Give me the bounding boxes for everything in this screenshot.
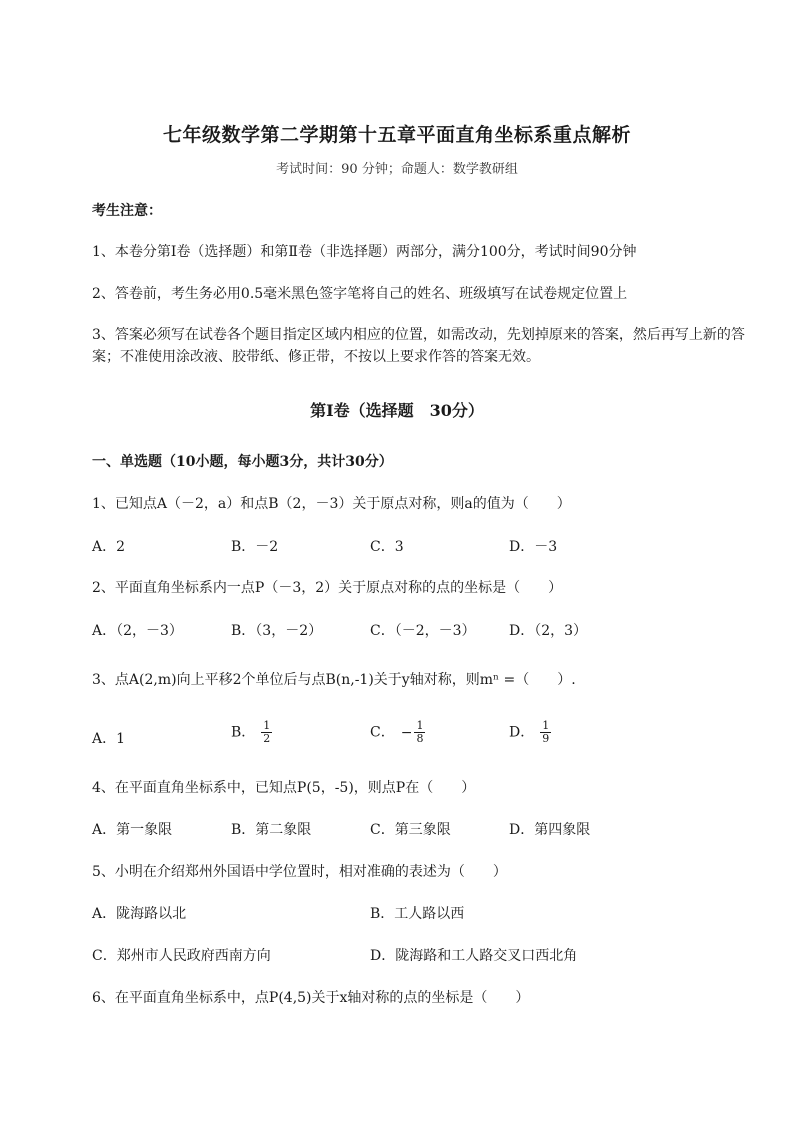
notice-item-3: 3、答案必须写在试卷各个题目指定区域内相应的位置，如需改动，先划掉原来的答案，然后再写上新的答案；不准使用涂改液、胶带纸、修正带，不按以上要求作答的答案无效。 (92, 327, 745, 365)
question-3-option-c[interactable] (370, 720, 425, 745)
question-1-option-b[interactable]: B．－2 (231, 539, 279, 555)
question-3-option-d[interactable] (509, 720, 551, 745)
question-3-option-b-label: B． (231, 724, 256, 741)
section-heading: 一、单选题（10小题，每小题3分，共计30分） (92, 454, 393, 470)
question-5-option-d[interactable]: D．陇海路和工人路交叉口西北角 (370, 948, 578, 964)
fraction-numerator: 1 (263, 719, 271, 732)
question-1-option-d[interactable]: D．－3 (509, 539, 558, 555)
question-1-option-c[interactable]: C．3 (370, 539, 404, 555)
notice-item-2: 2、答卷前，考生务必用0.5毫米黑色签字笔将自己的姓名、班级填写在试卷规定位置上 (92, 286, 628, 302)
fraction-denominator: 2 (263, 732, 271, 745)
question-5-option-b[interactable]: B．工人路以西 (370, 906, 465, 922)
question-3-stem: 3、点A(2,m)向上平移2个单位后与点B(n,-1)关于y轴对称，则mⁿ =（ ）. (92, 672, 576, 688)
question-5-option-a[interactable]: A．陇海路以北 (92, 906, 187, 922)
question-3-option-d-fraction (540, 720, 551, 745)
question-5-option-c[interactable]: C．郑州市人民政府西南方向 (92, 948, 271, 964)
question-2-option-a[interactable]: A．（2，－3） (92, 623, 183, 639)
document-title: 七年级数学第二学期第十五章平面直角坐标系重点解析 (162, 124, 631, 146)
fraction-denominator: 9 (542, 732, 550, 745)
question-3-option-c-fraction (414, 720, 425, 745)
notice-heading: 考生注意： (92, 203, 162, 219)
question-2-option-d[interactable]: D．（2，3） (509, 623, 588, 639)
question-4-option-c[interactable]: C．第三象限 (370, 822, 451, 838)
question-3-option-c-label: C． (370, 724, 395, 741)
question-3-option-a-label: A．1 (92, 731, 126, 747)
question-2-option-b[interactable]: B．（3，－2） (231, 623, 323, 639)
question-3-option-b-fraction (261, 720, 272, 745)
question-1-stem: 1、已知点A（－2，a）和点B（2，－3）关于原点对称，则a的值为（ ） (92, 496, 571, 512)
question-2-option-c[interactable]: C．（－2，－3） (370, 623, 476, 639)
fraction-numerator: 1 (542, 719, 550, 732)
question-3-option-c-sign: − (400, 724, 413, 741)
question-1-option-a[interactable]: A．2 (92, 539, 126, 555)
question-2-stem: 2、平面直角坐标系内一点P（－3，2）关于原点对称的点的坐标是（ ） (92, 580, 563, 596)
question-3-option-d-label: D． (509, 724, 535, 741)
fraction-denominator: 8 (416, 732, 424, 745)
question-4-stem: 4、在平面直角坐标系中，已知点P(5，-5)，则点P在（ ） (92, 780, 476, 796)
part-heading: 第Ⅰ卷（选择题 30分） (310, 401, 484, 420)
question-6-stem: 6、在平面直角坐标系中，点P(4,5)关于x轴对称的点的坐标是（ ） (92, 990, 530, 1006)
question-3-option-b[interactable] (231, 720, 272, 745)
question-4-option-a[interactable]: A．第一象限 (92, 822, 173, 838)
question-4-option-d[interactable]: D．第四象限 (509, 822, 591, 838)
question-4-option-b[interactable]: B．第二象限 (231, 822, 312, 838)
notice-item-1: 1、本卷分第Ⅰ卷（选择题）和第Ⅱ卷（非选择题）两部分，满分100分，考试时间90分钟 (92, 244, 637, 260)
question-3-option-a[interactable] (92, 728, 125, 748)
question-5-stem: 5、小明在介绍郑州外国语中学位置时，相对准确的表述为（ ） (92, 864, 507, 880)
document-subtitle: 考试时间：90 分钟；命题人：数学教研组 (276, 162, 518, 177)
fraction-numerator: 1 (416, 719, 424, 732)
